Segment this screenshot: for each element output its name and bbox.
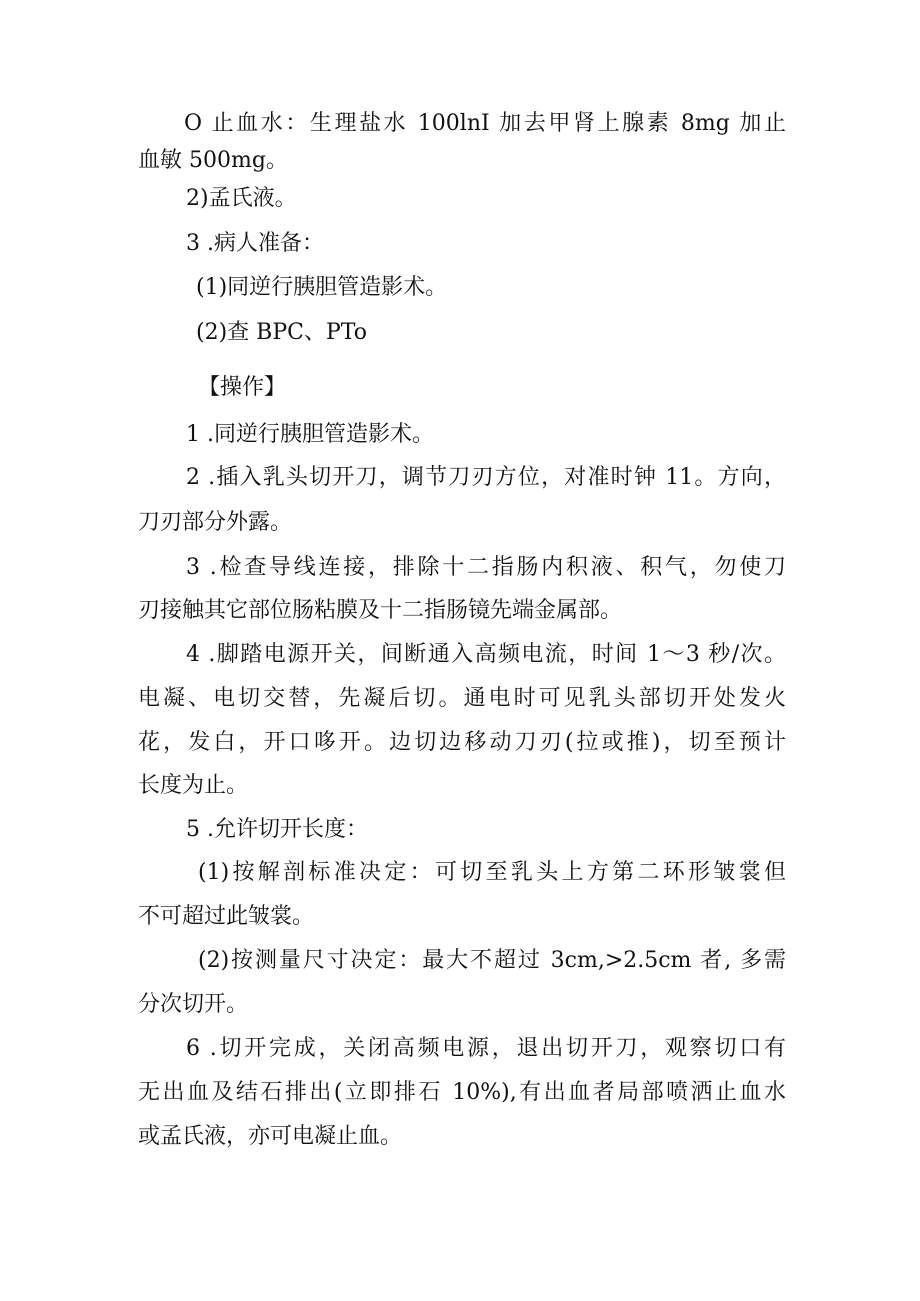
text-line-3: 2)孟氏液。: [186, 186, 297, 211]
text-line-20: (2)按测量尺寸决定：最大不超过 3cm,>2.5cm 者, 多需: [198, 948, 786, 973]
text-line-2: 血敏 500mg。: [138, 148, 288, 173]
text-line-18: (1)按解剖标准决定：可切至乳头上方第二环形皱裳但: [198, 860, 786, 885]
text-line-11: 3 .检查导线连接，排除十二指肠内积液、积气，勿使刀: [186, 555, 786, 580]
text-line-5: (1)同逆行胰胆管造影术。: [196, 275, 448, 300]
text-line-9: 2 .插入乳头切开刀，调节刀刃方位，对准时钟 11。方向，: [186, 465, 786, 490]
text-line-1: O 止血水：生理盐水 100lnI 加去甲肾上腺素 8mg 加止: [184, 111, 786, 136]
text-line-24: 或孟氏液，亦可电凝止血。: [138, 1124, 403, 1149]
text-line-19: 不可超过此皱裳。: [138, 904, 315, 929]
text-line-22: 6 .切开完成，关闭高频电源，退出切开刀，观察切口有: [186, 1036, 786, 1061]
text-line-12: 刃接触其它部位肠粘膜及十二指肠镜先端金属部。: [138, 598, 623, 623]
text-line-17: 5 .允许切开长度：: [186, 817, 368, 842]
text-line-14: 电凝、电切交替，先凝后切。通电时可见乳头部切开处发火: [138, 686, 786, 711]
text-line-16: 长度为止。: [138, 773, 249, 798]
text-line-13: 4 .脚踏电源开关，间断通入高频电流，时间 1～3 秒/次。: [186, 642, 786, 667]
text-line-23: 无出血及结石排出(立即排石 10%),有出血者局部喷洒止血水: [138, 1080, 786, 1105]
text-line-8: 1 .同逆行胰胆管造影术。: [186, 422, 434, 447]
text-line-21: 分次切开。: [138, 992, 249, 1017]
text-line-15: 花，发白，开口哆开。边切边移动刀刃(拉或推)，切至预计: [138, 730, 786, 755]
text-line-10: 刀刃部分外露。: [138, 510, 293, 535]
text-line-6: (2)查 BPC、PTo: [196, 320, 367, 345]
section-heading-operation: 【操作】: [198, 375, 287, 400]
text-line-4: 3 .病人准备：: [186, 231, 324, 256]
